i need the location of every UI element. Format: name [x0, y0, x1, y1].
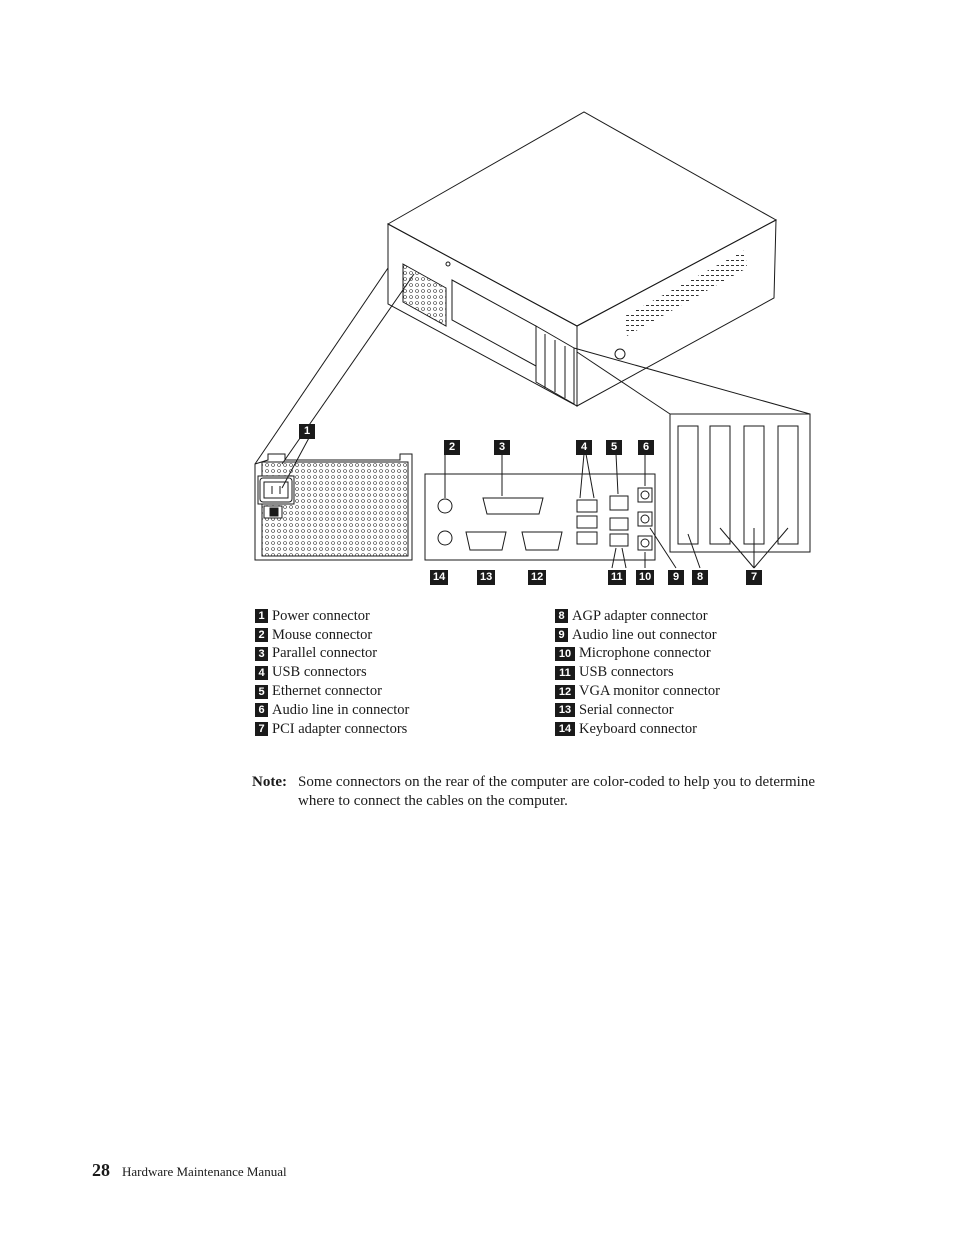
legend-item — [255, 663, 555, 682]
legend-label: AGP adapter connector — [572, 607, 708, 624]
legend-number: 1 — [255, 609, 268, 623]
legend-label: VGA monitor connector — [579, 683, 720, 700]
legend-label: Ethernet connector — [272, 683, 382, 700]
legend-item — [255, 682, 555, 701]
callout-10: 10 — [636, 570, 654, 585]
callout-4: 4 — [576, 440, 592, 455]
callout-12: 12 — [528, 570, 546, 585]
legend-number: 9 — [555, 628, 568, 642]
callout-3: 3 — [494, 440, 510, 455]
callout-5: 5 — [606, 440, 622, 455]
legend-label: PCI adapter connectors — [272, 720, 408, 737]
legend-number: 5 — [255, 685, 268, 699]
legend-item — [555, 682, 855, 701]
legend-number: 10 — [555, 647, 575, 661]
callout-13: 13 — [477, 570, 495, 585]
note-label: Note: — [252, 774, 287, 790]
callout-1: 1 — [299, 424, 315, 439]
callout-8: 8 — [692, 570, 708, 585]
legend-number: 7 — [255, 722, 268, 736]
callout-7: 7 — [746, 570, 762, 585]
legend-left-column — [255, 607, 555, 739]
legend-item — [255, 720, 555, 739]
legend-item — [255, 701, 555, 720]
callout-2: 2 — [444, 440, 460, 455]
legend-label: Keyboard connector — [579, 720, 697, 737]
legend-item — [255, 626, 555, 645]
page-footer — [92, 1160, 287, 1181]
legend-label: Audio line out connector — [572, 626, 717, 643]
callout-6: 6 — [638, 440, 654, 455]
legend-label: USB connectors — [579, 664, 674, 681]
legend-item — [555, 626, 855, 645]
legend-right-column — [555, 607, 855, 739]
legend-label: Parallel connector — [272, 645, 378, 662]
legend-item — [555, 607, 855, 626]
computer-rear-illustration — [240, 108, 820, 590]
case-side — [577, 220, 776, 406]
note-block — [252, 773, 842, 811]
case-back — [388, 224, 577, 406]
callout-9: 9 — [668, 570, 684, 585]
legend-label: Mouse connector — [272, 626, 373, 643]
legend-number: 8 — [555, 609, 568, 623]
io-panel — [425, 474, 655, 560]
legend-item — [255, 645, 555, 664]
legend-label: Serial connector — [579, 701, 674, 718]
legend-number: 12 — [555, 685, 575, 699]
computer-rear-diagram — [240, 108, 820, 590]
legend-number: 3 — [255, 647, 268, 661]
legend-item — [255, 607, 555, 626]
legend-label: Microphone connector — [579, 645, 711, 662]
legend-label: Power connector — [272, 607, 370, 624]
legend-item — [555, 720, 855, 739]
legend-number: 4 — [255, 666, 268, 680]
legend-number: 13 — [555, 703, 575, 717]
legend-label: USB connectors — [272, 664, 367, 681]
legend-label: Audio line in connector — [272, 701, 410, 718]
callout-11: 11 — [608, 570, 626, 585]
page-number: 28 — [92, 1160, 110, 1180]
legend-item — [555, 701, 855, 720]
legend-item — [555, 663, 855, 682]
callout-14: 14 — [430, 570, 448, 585]
legend-number: 6 — [255, 703, 268, 717]
manual-title: Hardware Maintenance Manual — [122, 1164, 287, 1179]
note-text: Some connectors on the rear of the computer are color-coded to help you to determine where to connect the cables on the computer. — [298, 774, 816, 809]
legend-item — [555, 645, 855, 664]
legend-number: 14 — [555, 722, 575, 736]
legend-number: 11 — [555, 666, 575, 680]
legend-number: 2 — [255, 628, 268, 642]
